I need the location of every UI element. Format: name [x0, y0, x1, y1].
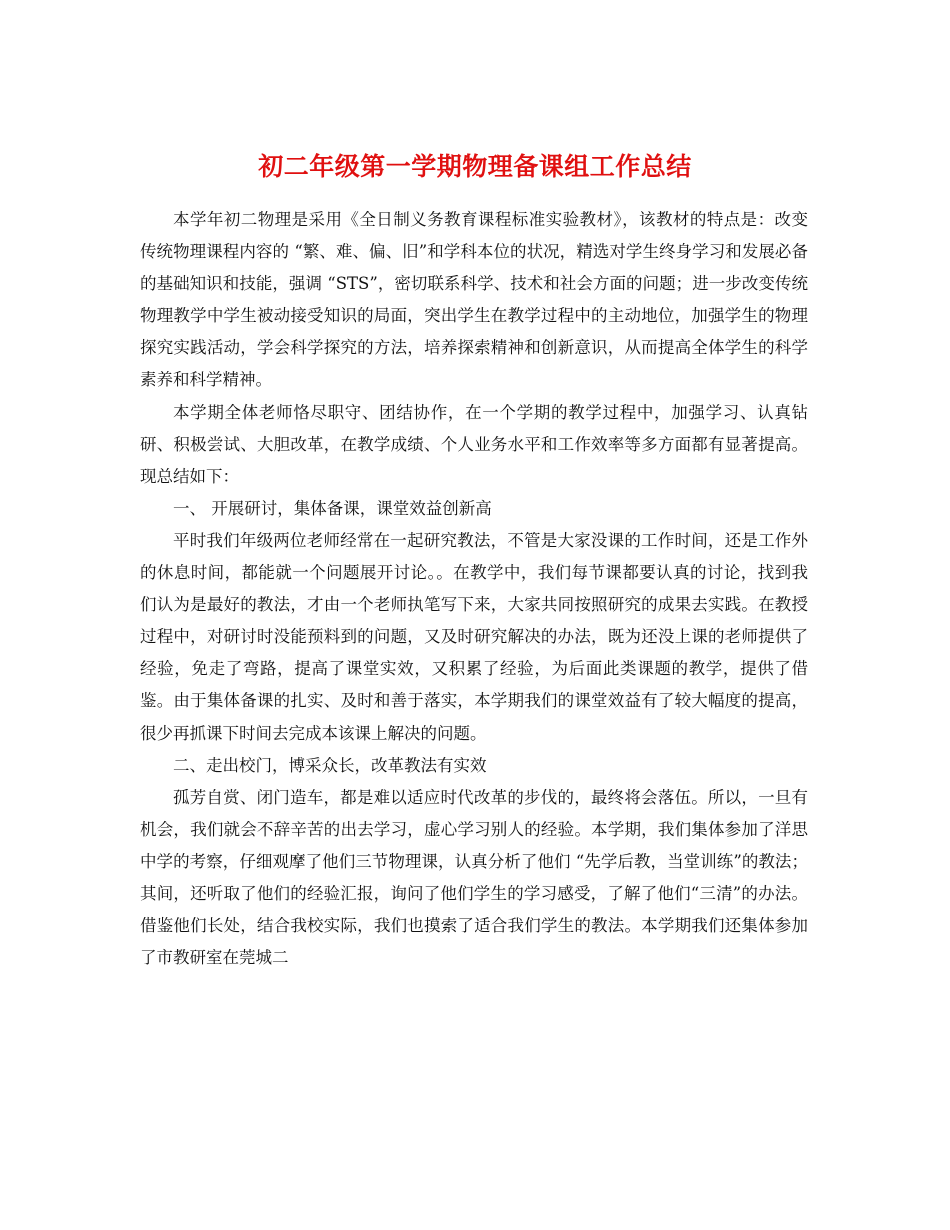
paragraph-intro: 本学年初二物理是采用《全日制义务教育课程标准实验教材》，该教材的特点是：改变传统物理课程内容的 “繁、难、偏、旧”和学科本位的状况，精选对学生终身学习和发展必备的基础知识和技能，强调 “STS”，密切联系科学、技术和社会方面的问题；进一步改变传统物理教学中学生被动接受知识的局面，突出学生在教学过程中的主动地位，加强学生的物理探究实践活动，学会科学探究的方法，培养探索精神和创新意识，从而提高全体学生的科学素养和科学精神。: [140, 210, 808, 390]
paragraph-summary: 本学期全体老师恪尽职守、团结协作，在一个学期的教学过程中，加强学习、认真钻研、积极尝试、大胆改革，在教学成绩、个人业务水平和工作效率等多方面都有显著提高。现总结如下：: [140, 402, 808, 486]
document-title: 初二年级第一学期物理备课组工作总结: [258, 151, 692, 181]
section-heading-2: 二、走出校门，博采众长，改革教法有实效: [173, 755, 487, 775]
paragraph-section-1: 平时我们年级两位老师经常在一起研究教法，不管是大家没课的工作时间，还是工作外的休息时间，都能就一个问题展开讨论。。在教学中，我们每节课都要认真的讨论，找到我们认为是最好的教法，才由一个老师执笔写下来，大家共同按照研究的成果去实践。在教授过程中，对研讨时没能预料到的问题，又及时研究解决的办法，既为还没上课的老师提供了经验，免走了弯路，提高了课堂实效，又积累了经验，为后面此类课题的教学，提供了借鉴。由于集体备课的扎实、及时和善于落实，本学期我们的课堂效益有了较大幅度的提高，很少再抓课下时间去完成本该课上解决的问题。: [140, 530, 808, 743]
section-heading-1: 一、 开展研讨，集体备课，课堂效益创新高: [173, 498, 492, 518]
paragraph-section-2: 孤芳自赏、闭门造车，都是难以适应时代改革的步伐的，最终将会落伍。所以，一旦有机会，我们就会不辞辛苦的出去学习，虚心学习别人的经验。本学期，我们集体参加了洋思中学的考察，仔细观摩了他们三节物理课，认真分析了他们 “先学后教，当堂训练”的教法；其间，还听取了他们的经验汇报，询问了他们学生的学习感受，了解了他们“三清”的办法。借鉴他们长处，结合我校实际，我们也摸索了适合我们学生的教法。本学期我们还集体参加了市教研室在莞城二: [140, 787, 808, 968]
document-body: [140, 204, 808, 974]
